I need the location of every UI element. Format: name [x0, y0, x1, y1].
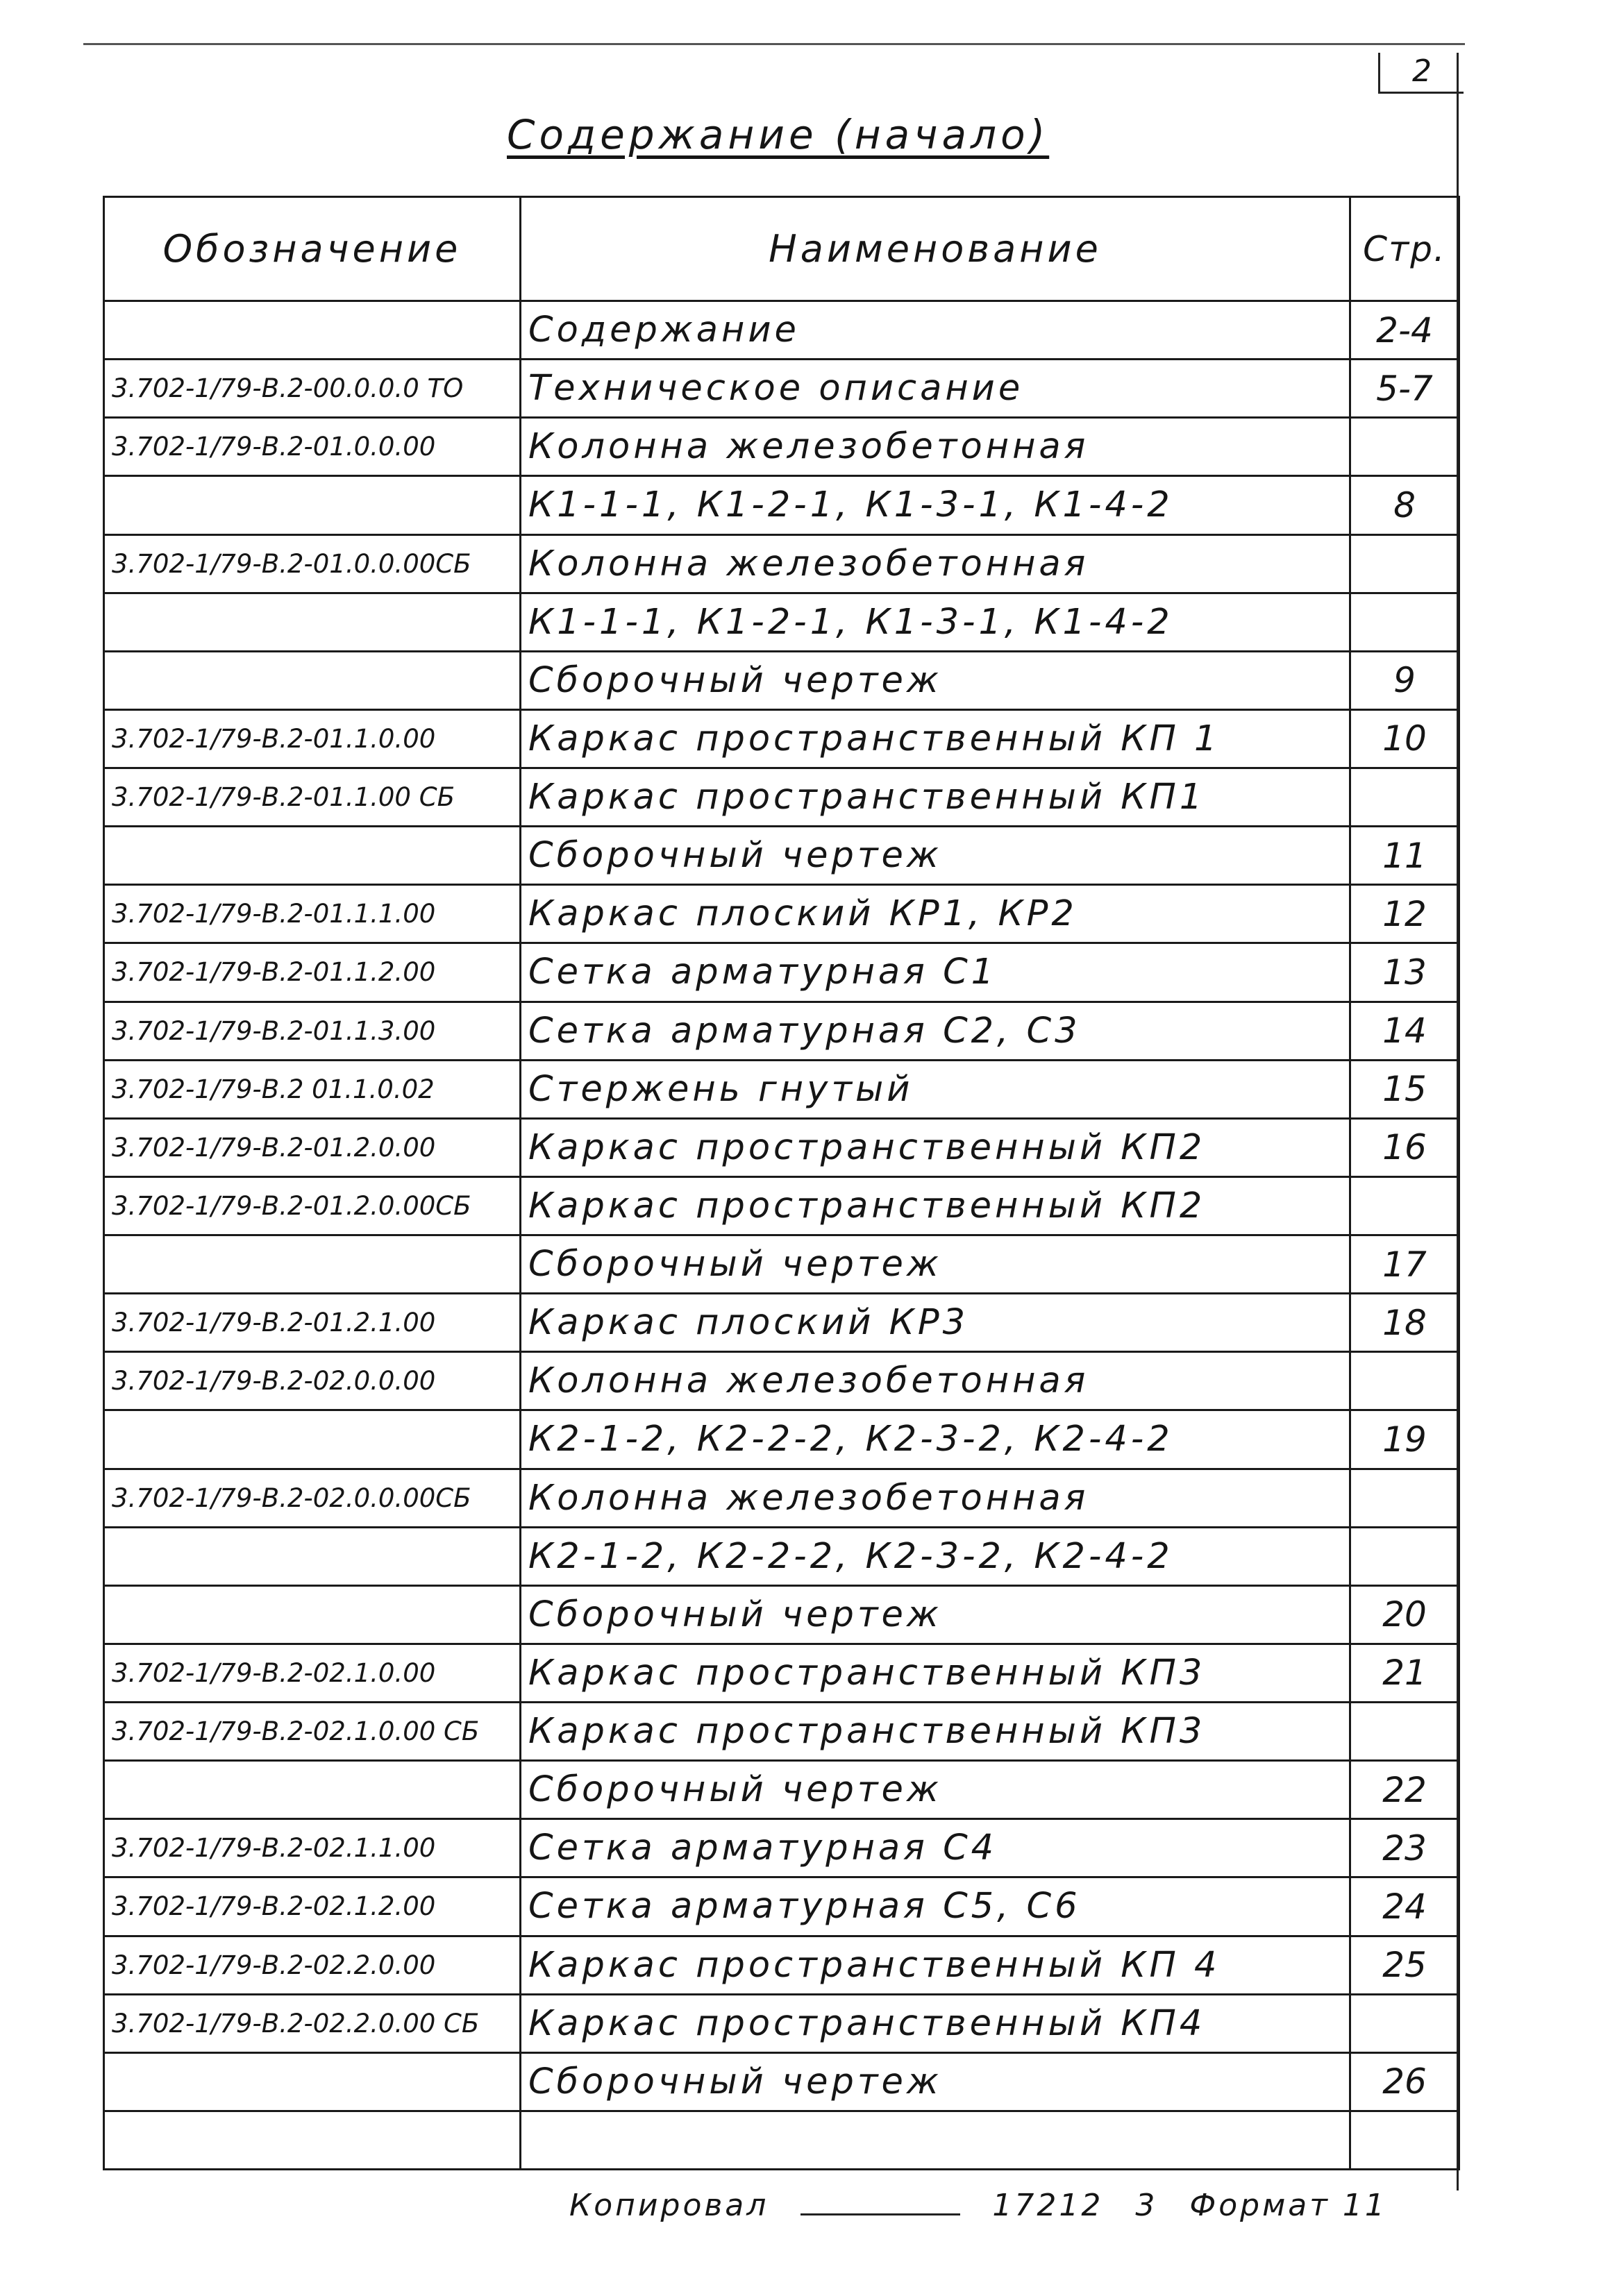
- row-name: Сборочный чертеж: [521, 2052, 1350, 2111]
- table-row: [104, 1761, 1459, 1819]
- row-designation: 3.702-1/79-В.2-01.1.1.00: [104, 885, 521, 943]
- row-page: [1350, 418, 1459, 476]
- row-name: Сборочный чертеж: [521, 1761, 1350, 1819]
- row-name: Сборочный чертеж: [521, 1585, 1350, 1644]
- row-name: К2-1-2, К2-2-2, К2-3-2, К2-4-2: [521, 1410, 1350, 1469]
- row-name: Колонна железобетонная: [521, 1469, 1350, 1527]
- row-page: 18: [1350, 1294, 1459, 1352]
- row-designation: [104, 1235, 521, 1294]
- table-row: [104, 418, 1459, 476]
- row-designation: 3.702-1/79-В.2-02.1.2.00: [104, 1877, 521, 1936]
- row-page: 12: [1350, 885, 1459, 943]
- footer-stamp: [569, 2188, 1407, 2223]
- row-designation: [104, 476, 521, 534]
- format-label: Формат 11: [1189, 2188, 1387, 2223]
- page-number: 2: [1378, 53, 1464, 94]
- row-page: 15: [1350, 1060, 1459, 1118]
- row-designation: 3.702-1/79-В.2-02.1.0.00: [104, 1644, 521, 1702]
- header-designation: Обозначение: [104, 197, 521, 301]
- table-row: [104, 1936, 1459, 1994]
- row-page: 17: [1350, 1235, 1459, 1294]
- row-name: Сборочный чертеж: [521, 651, 1350, 709]
- row-designation: [104, 301, 521, 360]
- row-page: 13: [1350, 943, 1459, 1002]
- table-row: [104, 1176, 1459, 1235]
- row-page: [1350, 534, 1459, 593]
- row-page: 21: [1350, 1644, 1459, 1702]
- row-page: [1350, 768, 1459, 827]
- copier-signature: [800, 2195, 960, 2215]
- row-name: К1-1-1, К1-2-1, К1-3-1, К1-4-2: [521, 476, 1350, 534]
- row-name: Каркас пространственный КП3: [521, 1703, 1350, 1761]
- doc-number: 17212: [992, 2188, 1104, 2223]
- table-row: [104, 1994, 1459, 2052]
- table-row: [104, 943, 1459, 1002]
- row-designation: 3.702-1/79-В.2-00.0.0.0 ТО: [104, 360, 521, 418]
- page-title: Содержание (начало): [507, 111, 1050, 158]
- row-name: Каркас пространственный КП 4: [521, 1936, 1350, 1994]
- row-designation: 3.702-1/79-В.2-02.1.0.00 СБ: [104, 1703, 521, 1761]
- row-designation: 3.702-1/79-В.2 01.1.0.02: [104, 1060, 521, 1118]
- table-row: [104, 1294, 1459, 1352]
- row-page: [1350, 1176, 1459, 1235]
- table-row: [104, 360, 1459, 418]
- table-row: [104, 768, 1459, 827]
- row-designation: 3.702-1/79-В.2-02.0.0.00СБ: [104, 1469, 521, 1527]
- row-name: Сетка арматурная С4: [521, 1819, 1350, 1877]
- row-page: 26: [1350, 2052, 1459, 2111]
- top-rule: [83, 43, 1465, 45]
- row-page: 2-4: [1350, 301, 1459, 360]
- row-page: [1350, 1994, 1459, 2052]
- copied-label: Копировал: [569, 2188, 769, 2223]
- row-designation: [104, 1585, 521, 1644]
- row-designation: [104, 1410, 521, 1469]
- row-name: Каркас пространственный КП4: [521, 1994, 1350, 2052]
- row-page: 16: [1350, 1118, 1459, 1176]
- row-designation: [104, 2052, 521, 2111]
- table-row: [104, 1644, 1459, 1702]
- row-page: 11: [1350, 827, 1459, 885]
- row-name: [521, 2111, 1350, 2169]
- row-page: 10: [1350, 709, 1459, 768]
- table-row: [104, 2111, 1459, 2169]
- sheet-number: 3: [1135, 2188, 1158, 2223]
- row-page: 14: [1350, 1002, 1459, 1060]
- row-designation: [104, 1761, 521, 1819]
- row-page: [1350, 1527, 1459, 1585]
- table-header-row: [104, 197, 1459, 301]
- row-name: Сборочный чертеж: [521, 1235, 1350, 1294]
- row-designation: 3.702-1/79-В.2-01.2.0.00: [104, 1118, 521, 1176]
- table-body: [104, 301, 1459, 2170]
- table-row: [104, 885, 1459, 943]
- contents-table: [103, 196, 1460, 2170]
- row-page: 25: [1350, 1936, 1459, 1994]
- row-page: [1350, 1352, 1459, 1410]
- table-row: [104, 593, 1459, 651]
- table-row: [104, 1819, 1459, 1877]
- row-page: 9: [1350, 651, 1459, 709]
- row-name: Сетка арматурная С1: [521, 943, 1350, 1002]
- row-name: Сборочный чертеж: [521, 827, 1350, 885]
- table-row: [104, 1410, 1459, 1469]
- table-row: [104, 1585, 1459, 1644]
- row-name: К1-1-1, К1-2-1, К1-3-1, К1-4-2: [521, 593, 1350, 651]
- table-row: [104, 476, 1459, 534]
- row-designation: 3.702-1/79-В.2-02.1.1.00: [104, 1819, 521, 1877]
- row-designation: 3.702-1/79-В.2-01.0.0.00: [104, 418, 521, 476]
- row-designation: 3.702-1/79-В.2-02.2.0.00: [104, 1936, 521, 1994]
- row-designation: [104, 2111, 521, 2169]
- row-designation: 3.702-1/79-В.2-01.2.1.00: [104, 1294, 521, 1352]
- row-name: Каркас плоский КР3: [521, 1294, 1350, 1352]
- table-row: [104, 827, 1459, 885]
- row-page: [1350, 2111, 1459, 2169]
- table-row: [104, 534, 1459, 593]
- row-designation: 3.702-1/79-В.2-02.0.0.00: [104, 1352, 521, 1410]
- row-designation: [104, 1527, 521, 1585]
- row-designation: 3.702-1/79-В.2-01.1.2.00: [104, 943, 521, 1002]
- row-designation: 3.702-1/79-В.2-01.1.3.00: [104, 1002, 521, 1060]
- table-row: [104, 301, 1459, 360]
- row-page: 24: [1350, 1877, 1459, 1936]
- row-name: Колонна железобетонная: [521, 534, 1350, 593]
- table-row: [104, 1352, 1459, 1410]
- row-designation: 3.702-1/79-В.2-01.2.0.00СБ: [104, 1176, 521, 1235]
- header-name: Наименование: [521, 197, 1350, 301]
- row-name: Сетка арматурная С5, С6: [521, 1877, 1350, 1936]
- table-row: [104, 1002, 1459, 1060]
- row-designation: [104, 827, 521, 885]
- row-page: [1350, 1703, 1459, 1761]
- table-row: [104, 1118, 1459, 1176]
- table-row: [104, 1703, 1459, 1761]
- row-name: Содержание: [521, 301, 1350, 360]
- row-name: Каркас пространственный КП1: [521, 768, 1350, 827]
- row-designation: 3.702-1/79-В.2-02.2.0.00 СБ: [104, 1994, 521, 2052]
- header-page: Стр.: [1350, 197, 1459, 301]
- table-row: [104, 709, 1459, 768]
- row-name: Колонна железобетонная: [521, 1352, 1350, 1410]
- row-name: Техническое описание: [521, 360, 1350, 418]
- row-page: 20: [1350, 1585, 1459, 1644]
- table-row: [104, 2052, 1459, 2111]
- table-row: [104, 1877, 1459, 1936]
- row-page: 22: [1350, 1761, 1459, 1819]
- row-designation: 3.702-1/79-В.2-01.1.0.00: [104, 709, 521, 768]
- row-page: 8: [1350, 476, 1459, 534]
- row-name: Каркас пространственный КП2: [521, 1176, 1350, 1235]
- row-name: К2-1-2, К2-2-2, К2-3-2, К2-4-2: [521, 1527, 1350, 1585]
- row-page: [1350, 1469, 1459, 1527]
- row-page: [1350, 593, 1459, 651]
- row-page: 5-7: [1350, 360, 1459, 418]
- row-name: Каркас пространственный КП 1: [521, 709, 1350, 768]
- row-page: 23: [1350, 1819, 1459, 1877]
- row-name: Стержень гнутый: [521, 1060, 1350, 1118]
- row-designation: 3.702-1/79-В.2-01.0.0.00СБ: [104, 534, 521, 593]
- row-name: Сетка арматурная С2, С3: [521, 1002, 1350, 1060]
- row-designation: [104, 651, 521, 709]
- table-row: [104, 1060, 1459, 1118]
- row-page: 19: [1350, 1410, 1459, 1469]
- table-row: [104, 1235, 1459, 1294]
- row-designation: [104, 593, 521, 651]
- row-name: Каркас плоский КР1, КР2: [521, 885, 1350, 943]
- table-row: [104, 651, 1459, 709]
- row-name: Каркас пространственный КП3: [521, 1644, 1350, 1702]
- row-name: Колонна железобетонная: [521, 418, 1350, 476]
- row-name: Каркас пространственный КП2: [521, 1118, 1350, 1176]
- table-row: [104, 1527, 1459, 1585]
- table-row: [104, 1469, 1459, 1527]
- row-designation: 3.702-1/79-В.2-01.1.00 СБ: [104, 768, 521, 827]
